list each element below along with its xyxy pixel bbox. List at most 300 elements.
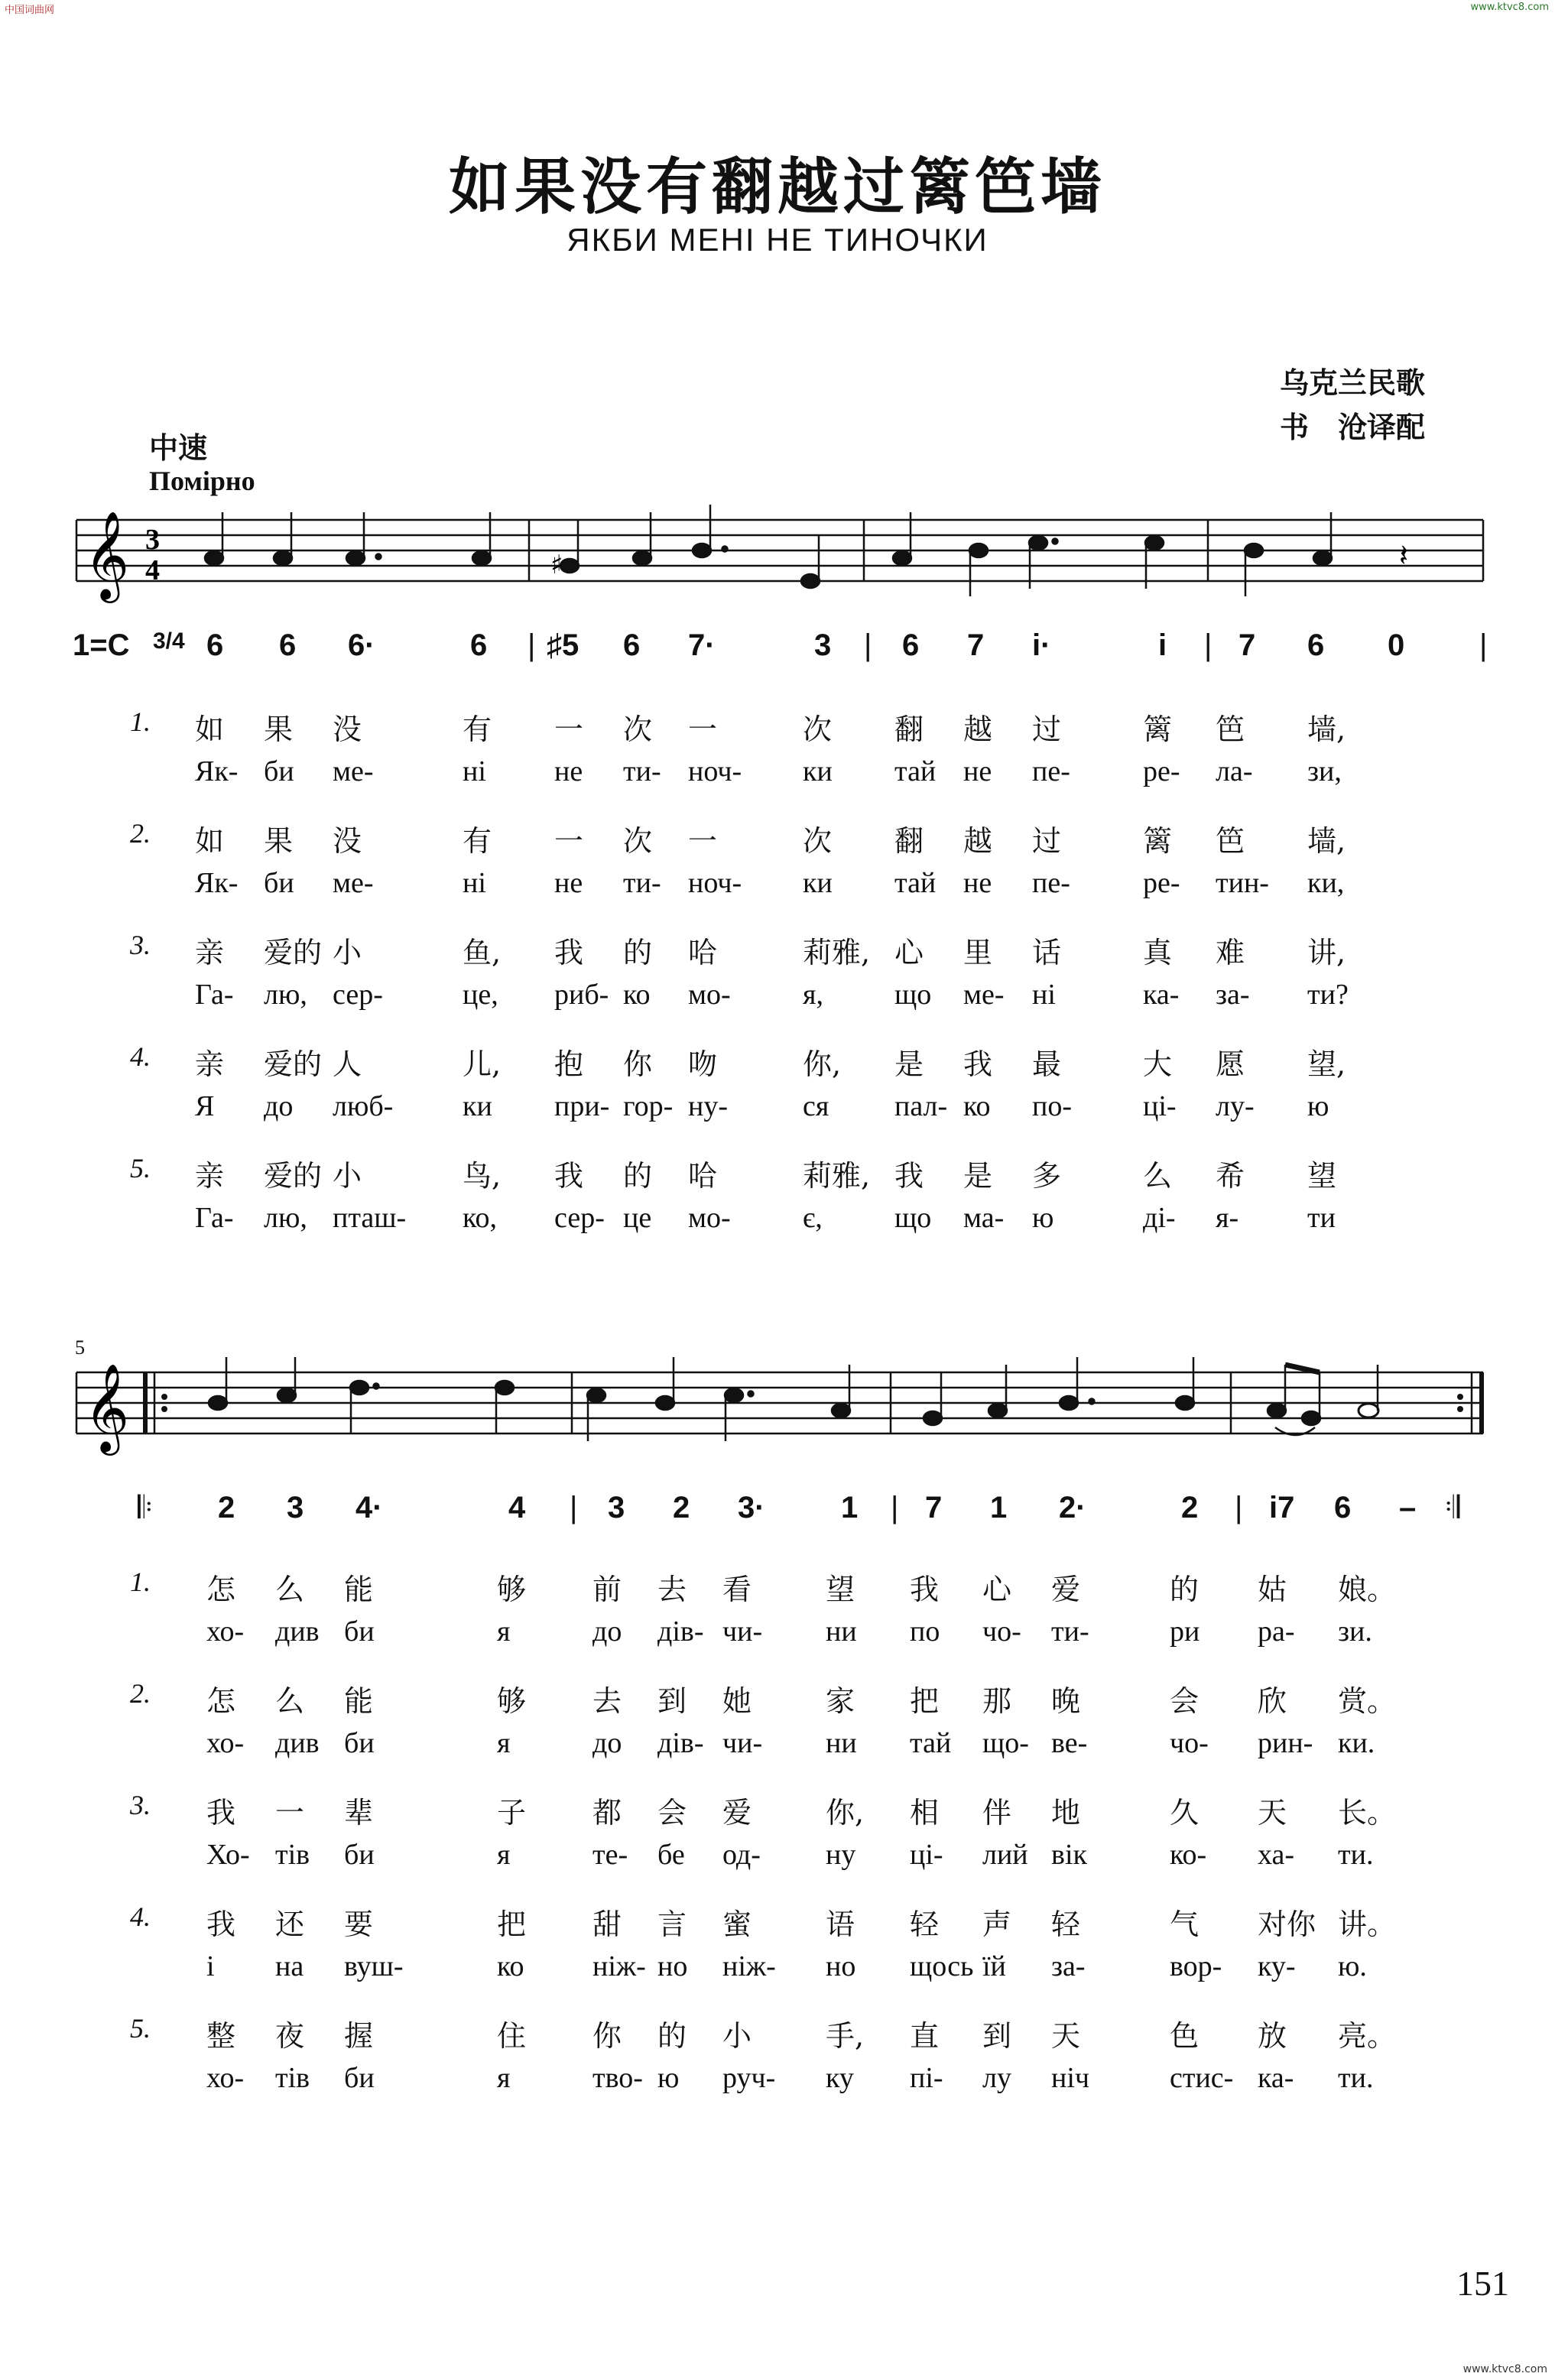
lyric-ua: вік [1051, 1839, 1087, 1871]
lyric-cn: 的 [623, 936, 653, 969]
lyric-cn: 够 [497, 1684, 527, 1718]
lyric-ua: ха- [1258, 1839, 1295, 1871]
watermark-bottom: www.ktvc8.com [1462, 2363, 1547, 2375]
jianpu-note: 2 [1181, 1491, 1199, 1524]
lyric-ua: Я [195, 1090, 215, 1122]
jianpu-note: 7 [967, 628, 985, 662]
lyric-ua: бе [657, 1839, 685, 1871]
lyric-cn: 如 [195, 713, 225, 746]
lyric-cn: 家 [826, 1684, 855, 1718]
lyric-ua: те- [592, 1839, 628, 1871]
lyric-cn: 把 [497, 1908, 527, 1941]
lyric-cn: 望, [1307, 1047, 1346, 1081]
jianpu-bar: | [1235, 1491, 1243, 1524]
lyric-ua: люб- [333, 1090, 394, 1122]
lyric-ua: ка- [1143, 979, 1180, 1011]
lyric-ua: при- [554, 1090, 610, 1122]
lyric-cn: 真 [1143, 936, 1173, 969]
lyric-ua: ся [803, 1090, 829, 1122]
lyric-cn: 长。 [1338, 1796, 1397, 1830]
lyric-cn: 人 [333, 1047, 362, 1081]
jianpu-note: 4 [508, 1491, 526, 1524]
credits [1280, 361, 1425, 450]
lyric-cn: 住 [497, 2019, 527, 2053]
lyric-cn: 够 [497, 1573, 527, 1606]
lyric-cn: 辈 [344, 1796, 374, 1830]
lyric-ua: ра- [1258, 1615, 1295, 1648]
lyric-cn: 讲。 [1338, 1908, 1397, 1941]
lyric-ua: ніч [1051, 2062, 1090, 2094]
lyric-ua: ки, [1307, 867, 1345, 899]
lyric-cn: 没 [333, 713, 362, 746]
lyric-cn: 是 [894, 1047, 924, 1081]
lyric-cn: 我 [554, 1159, 584, 1193]
jianpu-repeat-start: 𝄆 [138, 1491, 153, 1524]
lyric-ua: од- [722, 1839, 761, 1871]
lyric-cn: 过 [1032, 824, 1062, 858]
jianpu-note: 3 [608, 1491, 625, 1524]
svg-text:♯: ♯ [550, 550, 563, 580]
lyric-ua: не [963, 867, 992, 899]
lyric-ua: лю, [264, 979, 307, 1011]
lyric-cn: 还 [275, 1908, 305, 1941]
lyric-ua: тин- [1216, 867, 1269, 899]
jianpu-note: 6 [623, 628, 641, 662]
lyric-ua: ти? [1307, 979, 1349, 1011]
lyric-ua: ю. [1338, 1950, 1367, 1982]
lyric-ua: би [344, 1727, 375, 1759]
lyric-cn: 我 [206, 1796, 236, 1830]
lyric-cn: 篱 [1143, 824, 1173, 858]
lyric-ua: на [275, 1950, 304, 1982]
lyric-ua: я [497, 1615, 511, 1648]
jianpu-note: 6 [1307, 628, 1325, 662]
lyric-cn: 怎 [206, 1573, 236, 1606]
lyric-ua: ки [463, 1090, 492, 1122]
lyric-cn: 她 [722, 1684, 752, 1718]
lyric-cn: 到 [982, 2019, 1012, 2053]
lyric-cn: 哈 [688, 936, 718, 969]
lyric-cn: 翻 [894, 713, 924, 746]
lyric-ua: мо- [688, 979, 731, 1011]
lyric-cn: 我 [206, 1908, 236, 1941]
jianpu-note: 7 [925, 1491, 943, 1524]
lyric-cn: 把 [910, 1684, 940, 1718]
page-number: 151 [1456, 2264, 1509, 2303]
lyric-cn: 一 [554, 824, 584, 858]
jianpu-note: i· [1032, 628, 1051, 662]
lyric-ua: ка- [1258, 2062, 1294, 2094]
lyric-ua: ма- [963, 1202, 1005, 1234]
lyric-ua: ки. [1338, 1727, 1375, 1759]
lyric-cn: 次 [803, 824, 833, 858]
lyric-ua: Як- [195, 867, 239, 899]
lyric-cn: 鸟, [463, 1159, 502, 1193]
lyric-ua: но [657, 1950, 688, 1982]
jianpu-note: 3 [287, 1491, 304, 1524]
lyric-ua: ни [826, 1727, 857, 1759]
lyric-cn: 会 [1170, 1684, 1200, 1718]
lyric-ua: би [344, 1615, 375, 1648]
lyric-ua: я [497, 2062, 511, 2094]
lyric-cn: 心 [982, 1573, 1012, 1606]
lyric-cn: 去 [657, 1573, 687, 1606]
lyric-cn: 地 [1051, 1796, 1081, 1830]
verse-number: 2. [130, 818, 151, 849]
lyric-cn: 轻 [1051, 1908, 1081, 1941]
lyric-cn: 我 [894, 1159, 924, 1193]
lyric-ua: ти [1307, 1202, 1336, 1234]
lyric-cn: 亲 [195, 1047, 225, 1081]
lyric-cn: 天 [1051, 2019, 1081, 2053]
lyric-cn: 晚 [1051, 1684, 1081, 1718]
lyric-cn: 果 [264, 713, 294, 746]
jianpu-note: 2 [218, 1491, 235, 1524]
lyric-cn: 爱的 [264, 1159, 323, 1193]
lyric-cn: 么 [1143, 1159, 1173, 1193]
verse-number: 3. [130, 930, 151, 960]
lyric-ua: тво- [592, 2062, 643, 2094]
jianpu-bar: | [891, 1491, 899, 1524]
verse-number: 4. [130, 1041, 151, 1072]
jianpu-bar: | [528, 628, 536, 662]
lyric-ua: тай [894, 755, 937, 787]
lyric-ua: хо- [206, 2062, 245, 2094]
svg-text:3: 3 [145, 524, 160, 556]
jianpu-bar: | [1204, 628, 1213, 662]
jianpu-note: 6 [1334, 1491, 1352, 1524]
song-title: 如果没有翻越过篱笆墙 [449, 151, 1106, 222]
lyric-cn: 次 [803, 713, 833, 746]
lyric-ua: ку [826, 2062, 854, 2094]
lyric-cn: 夜 [275, 2019, 305, 2053]
lyric-ua: ко [623, 979, 651, 1011]
lyric-cn: 声 [982, 1908, 1012, 1941]
lyric-ua: ко- [1170, 1839, 1207, 1871]
lyric-cn: 甜 [592, 1908, 622, 1941]
watermark-right: www.ktvc8.com [1470, 2, 1549, 13]
lyric-ua: би [264, 867, 294, 899]
lyric-cn: 小 [333, 936, 362, 969]
jianpu-note: 7 [1238, 628, 1256, 662]
jianpu-note: 3 [814, 628, 832, 662]
lyric-ua: ки [803, 755, 833, 787]
lyric-ua: зи, [1307, 755, 1342, 787]
lyric-ua: тай [894, 867, 937, 899]
lyric-ua: до [264, 1090, 294, 1122]
lyric-ua: по- [1032, 1090, 1072, 1122]
svg-text:𝄞: 𝄞 [84, 1362, 130, 1452]
lyric-cn: 有 [463, 824, 492, 858]
lyric-ua: тів [275, 2062, 310, 2094]
lyric-ua: я, [803, 979, 823, 1011]
lyric-ua: ді- [1143, 1202, 1176, 1234]
lyric-ua: це, [463, 979, 498, 1011]
lyric-ua: ти- [623, 867, 661, 899]
lyric-ua: ні [1032, 979, 1056, 1011]
lyric-cn: 笆 [1216, 824, 1245, 858]
lyric-ua: гор- [623, 1090, 674, 1122]
lyric-ua: Як- [195, 755, 239, 787]
tempo-ukrainian: Помірно [149, 466, 255, 496]
lyric-cn: 能 [344, 1573, 374, 1606]
lyric-cn: 望 [826, 1573, 855, 1606]
lyric-cn: 怎 [206, 1684, 236, 1718]
svg-text:𝄞: 𝄞 [84, 510, 130, 599]
lyric-cn: 相 [910, 1796, 940, 1830]
lyric-cn: 我 [963, 1047, 993, 1081]
lyric-cn: 笆 [1216, 713, 1245, 746]
lyric-ua: не [554, 867, 583, 899]
lyric-cn: 一 [275, 1796, 305, 1830]
jianpu-bar: | [864, 628, 872, 662]
lyric-ua: ніж- [722, 1950, 776, 1982]
lyric-cn: 抱 [554, 1047, 584, 1081]
lyric-cn: 小 [722, 2019, 752, 2053]
jianpu-bar: | [1479, 628, 1488, 662]
jianpu-note: 1 [841, 1491, 859, 1524]
lyric-cn: 次 [623, 713, 653, 746]
jianpu-note: 6 [470, 628, 488, 662]
lyric-ua: риб- [554, 979, 609, 1011]
lyric-ua: пі- [910, 2062, 943, 2094]
lyric-ua: ме- [333, 867, 374, 899]
lyric-cn: 鱼, [463, 936, 502, 969]
svg-text:𝄽: 𝄽 [1399, 538, 1409, 573]
lyric-ua: хо- [206, 1727, 245, 1759]
song-subtitle: ЯКБИ МЕНІ НЕ ТИНОЧКИ [566, 222, 989, 258]
lyric-ua: ри [1170, 1615, 1200, 1648]
lyric-ua: що- [982, 1727, 1029, 1759]
jianpu-note: 2 [673, 1491, 690, 1524]
lyric-ua: ла- [1216, 755, 1253, 787]
lyric-cn: 的 [1170, 1573, 1200, 1606]
lyric-ua: вуш- [344, 1950, 404, 1982]
lyric-ua: Га- [195, 1202, 234, 1234]
staff-section-1 [61, 505, 1498, 612]
lyric-ua: і [206, 1950, 215, 1982]
lyric-cn: 能 [344, 1684, 374, 1718]
lyric-ua: ю [1032, 1202, 1054, 1234]
lyric-ua: стис- [1170, 2062, 1234, 2094]
jianpu-note: 7· [688, 628, 716, 662]
lyric-ua: я [497, 1727, 511, 1759]
measure-number: 5 [75, 1336, 85, 1359]
lyric-ua: ко [963, 1090, 991, 1122]
lyric-cn: 欣 [1258, 1684, 1287, 1718]
lyric-cn: 篱 [1143, 713, 1173, 746]
lyric-ua: лю, [264, 1202, 307, 1234]
lyric-ua: пе- [1032, 867, 1070, 899]
lyric-ua: вор- [1170, 1950, 1222, 1982]
lyric-cn: 一 [554, 713, 584, 746]
watermark-left: 中国词曲网 [5, 5, 55, 16]
lyric-cn: 娘。 [1338, 1573, 1397, 1606]
lyric-cn: 亲 [195, 1159, 225, 1193]
lyric-cn: 么 [275, 1684, 305, 1718]
lyric-ua: тай [910, 1727, 952, 1759]
lyric-ua: до [592, 1615, 622, 1648]
lyric-cn: 蜜 [722, 1908, 752, 1941]
lyric-ua: пал- [894, 1090, 948, 1122]
lyric-ua: Хо- [206, 1839, 250, 1871]
lyric-cn: 到 [657, 1684, 687, 1718]
lyric-ua: пташ- [333, 1202, 407, 1234]
lyric-cn: 愿 [1216, 1047, 1245, 1081]
lyric-ua: ці- [910, 1839, 943, 1871]
tempo-chinese: 中速 [149, 431, 208, 465]
lyric-ua: є, [803, 1202, 823, 1234]
lyric-cn: 果 [264, 824, 294, 858]
lyric-cn: 握 [344, 2019, 374, 2053]
lyric-cn: 里 [963, 936, 993, 969]
lyric-ua: лу [982, 2062, 1011, 2094]
lyric-ua: ти. [1338, 2062, 1374, 2094]
lyric-cn: 望 [1307, 1159, 1337, 1193]
lyric-cn: 爱的 [264, 1047, 323, 1081]
lyric-ua: лий [982, 1839, 1028, 1871]
lyric-cn: 爱 [722, 1796, 752, 1830]
lyric-ua: ну- [688, 1090, 728, 1122]
credit-translator: 书 沧译配 [1279, 411, 1425, 444]
lyric-cn: 莉雅, [803, 1159, 871, 1193]
lyric-ua: сер- [554, 1202, 605, 1234]
lyric-cn: 莉雅, [803, 936, 871, 969]
lyric-cn: 前 [592, 1573, 622, 1606]
lyric-ua: зи. [1338, 1615, 1372, 1648]
lyric-cn: 你, [826, 1796, 865, 1830]
lyric-cn: 直 [910, 2019, 940, 2053]
lyric-cn: 有 [463, 713, 492, 746]
lyric-cn: 你 [592, 2019, 622, 2053]
lyric-cn: 亮。 [1338, 2019, 1397, 2053]
lyric-ua: дів- [657, 1615, 704, 1648]
jianpu-note: i7 [1269, 1491, 1295, 1524]
lyric-ua: див [275, 1615, 320, 1648]
jianpu-note: 6 [902, 628, 920, 662]
lyric-ua: що [894, 979, 932, 1011]
lyric-cn: 吻 [688, 1047, 718, 1081]
lyric-cn: 墙, [1307, 824, 1346, 858]
lyric-cn: 是 [963, 1159, 993, 1193]
lyric-ua: сер- [333, 979, 383, 1011]
lyric-ua: я [497, 1839, 511, 1871]
lyric-ua: рин- [1258, 1727, 1313, 1759]
verse-number: 5. [130, 2013, 151, 2044]
lyric-ua: я- [1216, 1202, 1239, 1234]
lyric-cn: 要 [344, 1908, 374, 1941]
lyric-cn: 一 [688, 824, 718, 858]
lyric-ua: ю [1307, 1090, 1329, 1122]
lyric-cn: 爱的 [264, 936, 323, 969]
lyric-cn: 过 [1032, 713, 1062, 746]
lyric-ua: ніж- [592, 1950, 646, 1982]
lyric-cn: 墙, [1307, 713, 1346, 746]
jianpu-note: 3· [738, 1491, 765, 1524]
verse-number: 3. [130, 1790, 151, 1820]
lyric-cn: 越 [963, 713, 993, 746]
lyric-cn: 哈 [688, 1159, 718, 1193]
lyric-cn: 最 [1032, 1047, 1062, 1081]
lyric-cn: 亲 [195, 936, 225, 969]
jianpu-note: 2· [1059, 1491, 1086, 1524]
lyric-cn: 讲, [1307, 936, 1346, 969]
jianpu-time: 3/4 [153, 628, 185, 654]
lyric-ua: ноч- [688, 867, 742, 899]
lyric-ua: хо- [206, 1615, 245, 1648]
lyric-cn: 的 [657, 2019, 687, 2053]
verse-number: 5. [130, 1153, 151, 1184]
lyric-ua: но [826, 1950, 856, 1982]
svg-text:4: 4 [145, 554, 160, 586]
lyric-cn: 次 [623, 824, 653, 858]
jianpu-note: i [1158, 628, 1167, 662]
jianpu-note: 6 [279, 628, 297, 662]
lyric-ua: ве- [1051, 1727, 1088, 1759]
lyric-ua: дів- [657, 1727, 704, 1759]
lyric-ua: до [592, 1727, 622, 1759]
lyric-cn: 一 [688, 713, 718, 746]
lyric-ua: би [264, 755, 294, 787]
lyric-ua: би [344, 1839, 375, 1871]
lyric-ua: ні [463, 867, 486, 899]
lyric-cn: 如 [195, 824, 225, 858]
lyric-cn: 的 [623, 1159, 653, 1193]
lyric-ua: ко, [463, 1202, 498, 1234]
lyric-cn: 都 [592, 1796, 622, 1830]
lyric-cn: 赏。 [1338, 1684, 1397, 1718]
lyric-ua: ре- [1143, 867, 1180, 899]
lyric-cn: 希 [1216, 1159, 1245, 1193]
lyric-cn: 那 [982, 1684, 1012, 1718]
lyric-cn: 大 [1143, 1047, 1173, 1081]
lyric-ua: ноч- [688, 755, 742, 787]
verse-number: 1. [130, 1567, 151, 1597]
lyric-cn: 话 [1032, 936, 1062, 969]
lyric-cn: 儿, [463, 1047, 502, 1081]
jianpu-repeat-end: 𝄇 [1445, 1491, 1460, 1524]
lyric-cn: 翻 [894, 824, 924, 858]
jianpu-note: ♯5 [547, 628, 579, 662]
lyric-ua: ко [497, 1950, 524, 1982]
lyric-cn: 难 [1216, 936, 1245, 969]
lyric-ua: за- [1216, 979, 1250, 1011]
lyric-ua: щось [910, 1950, 974, 1982]
lyric-cn: 手, [826, 2019, 865, 2053]
lyric-ua: ти- [623, 755, 661, 787]
lyric-ua: чо- [1170, 1727, 1209, 1759]
lyric-ua: див [275, 1727, 320, 1759]
lyric-ua: лу- [1216, 1090, 1255, 1122]
lyric-ua: не [963, 755, 992, 787]
jianpu-note: 1 [990, 1491, 1008, 1524]
lyric-ua: ти. [1338, 1839, 1374, 1871]
lyric-cn: 轻 [910, 1908, 940, 1941]
lyric-cn: 语 [826, 1908, 855, 1941]
lyric-ua: ме- [333, 755, 374, 787]
credit-origin: 乌克兰民歌 [1279, 366, 1425, 400]
lyric-cn: 放 [1258, 2019, 1287, 2053]
jianpu-note: 6 [206, 628, 224, 662]
lyric-ua: ю [657, 2062, 680, 2094]
lyric-ua: що [894, 1202, 932, 1234]
lyric-ua: ну [826, 1839, 856, 1871]
lyric-cn: 我 [554, 936, 584, 969]
lyric-ua: по [910, 1615, 940, 1648]
lyric-ua: за- [1051, 1950, 1086, 1982]
lyric-cn: 小 [333, 1159, 362, 1193]
jianpu-note: 6· [348, 628, 375, 662]
